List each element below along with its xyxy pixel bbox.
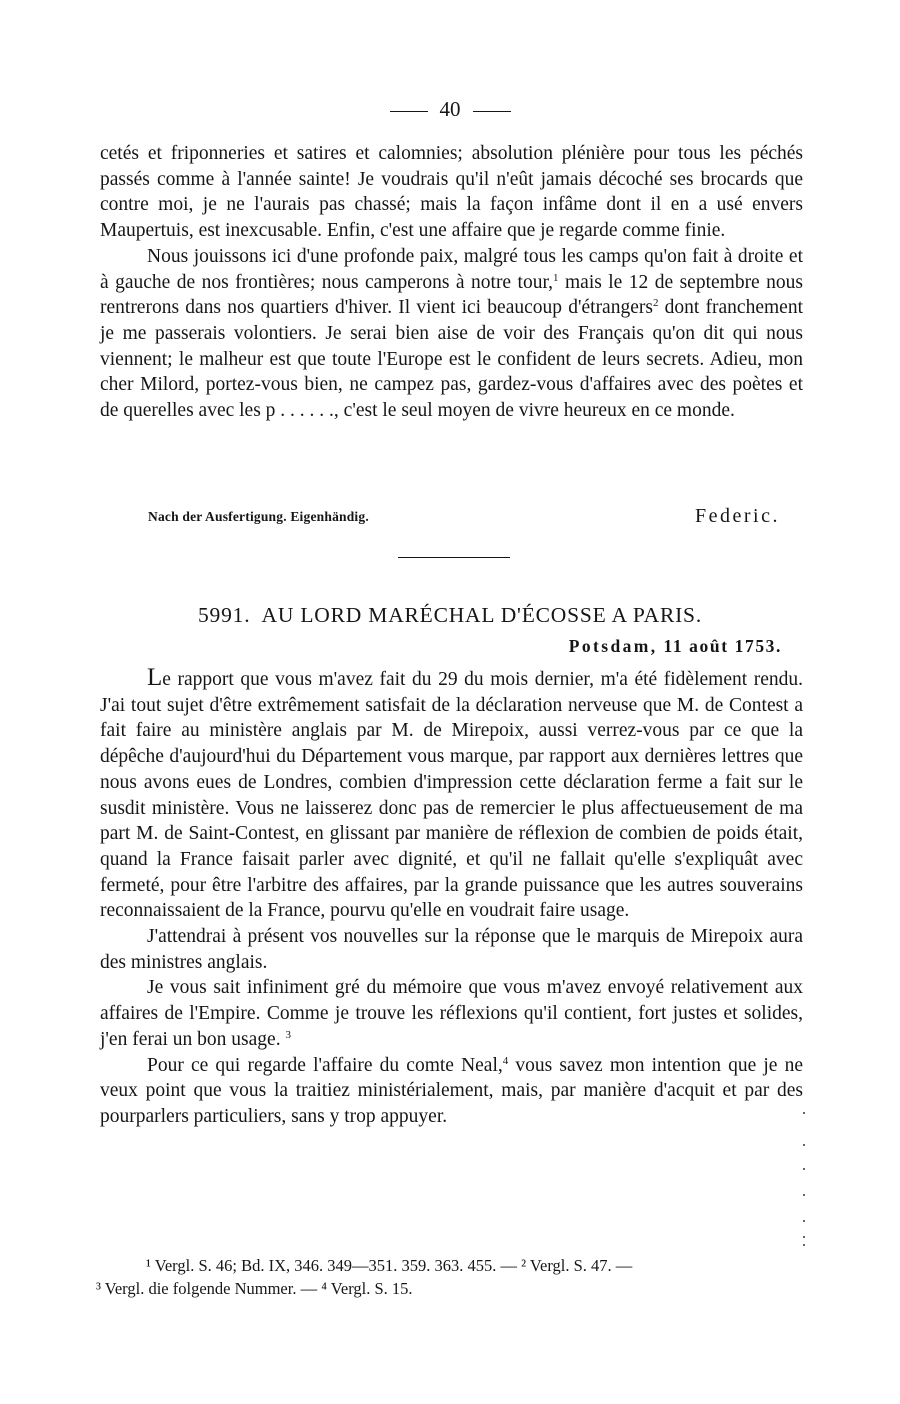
letter-heading <box>0 600 900 630</box>
paragraph-text: Pour ce qui regarde l'affaire du comte Neal, <box>147 1054 503 1076</box>
dateline <box>569 636 782 657</box>
footnote-marker: 3 <box>285 1028 291 1041</box>
dateline-date: 11 août 1753. <box>663 636 782 656</box>
paragraph <box>100 1053 803 1130</box>
new-letter-body <box>100 665 803 1130</box>
folio-dash-left <box>390 111 428 112</box>
source-note: Nach der Ausfertigung. Eigenhändig. <box>148 509 369 524</box>
paragraph <box>100 975 803 1052</box>
letter-title: AU LORD MARÉCHAL D'ÉCOSSE A PARIS. <box>261 603 702 627</box>
speck <box>803 1168 805 1170</box>
paragraph <box>100 244 803 424</box>
paragraph-text: Je vous sait infiniment gré du mémoire que vous m'avez envoyé relativement aux affaires de l'Empire. Comme je trouve les réflexions qu'il contient, fort justes et solides, j'en ferai un bon usage. <box>100 977 803 1050</box>
speck <box>803 1220 805 1222</box>
speck <box>803 1244 805 1246</box>
paragraph <box>100 665 803 924</box>
footnote-marker: 4 <box>502 1054 509 1067</box>
speck <box>803 1194 805 1196</box>
dateline-place: Potsdam, <box>568 636 658 656</box>
paragraph-text: Nous jouissons ici d'une profonde paix, malgré tous les camps qu'on fait à droite et à gauche de nos frontières; nous camperons à notre tour, <box>100 245 803 293</box>
paragraph: J'attendrai à présent vos nouvelles sur la réponse que le marquis de Mirepoix aura des ministres anglais. <box>100 926 803 973</box>
speck <box>803 1144 805 1146</box>
speck <box>803 1236 805 1238</box>
speck <box>803 1112 805 1114</box>
page-header <box>0 94 900 124</box>
signature: Federic. <box>695 505 780 527</box>
paragraph-text: e rapport que vous m'avez fait du 29 du mois dernier, m'a été fidèlement rendu. J'ai tout sujet d'être extrêmement satisfait de la déclaration nerveuse que M. de Contest a fait faire au ministère anglais par M. de Mirepoix, aussi verrez-vous par ce que la dépêche d'aujourd'hui du Département vous marque, par rapport aux dernières lettres que nous avons eues de Londres, combien d'impression cette déclaration ferme a fait sur le susdit ministère. Vous ne laisserez donc pas de remercier le plus affectueusement de ma part M. de Saint-Contest, en glissant par manière de réflexion de combien de poids était, quand la France faisait parler avec dignité, et qu'il ne fallait qu'elle s'expliquât avec fermeté, pour être l'arbitre des affaires, par la grande puissance que les autres souverains reconnaissaient de la France, pourvu qu'elle en voudrait faire usage. <box>100 669 803 922</box>
closing-row <box>148 505 788 535</box>
continued-letter-body <box>100 141 803 424</box>
footnote-line: ³ Vergl. die folgende Nummer. — ⁴ Vergl. S. 15. <box>96 1279 413 1298</box>
footnote-marker: 1 <box>553 271 559 284</box>
paragraph-text: mais le 12 de septembre nous rentrerons dans nos quartiers d'hiver. Il vient ici beaucoup d'étrangers <box>100 271 804 319</box>
paragraph-text: dont franchement je me passerais volontiers. Je serai bien aise de voir des Français qu'on dit qui nous viennent; le malheur est que toute l'Europe est le confident de leurs secrets. Adieu, mon cher Milord, portez-vous bien, ne campez pas, gardez-vous d'affaires avec des poètes et de querelles avec les p . . . . . ., c'est le seul moyen de vivre heureux en ce monde. <box>100 297 803 422</box>
footnote-marker: 2 <box>652 297 659 310</box>
section-divider <box>398 557 510 558</box>
footnote-line: ¹ Vergl. S. 46; Bd. IX, 346. 349—351. 359. 363. 455. — ² Vergl. S. 47. — <box>146 1256 633 1275</box>
initial-letter: L <box>147 664 163 691</box>
page-number: 40 <box>439 97 461 121</box>
folio-dash-right <box>473 111 511 112</box>
letter-number: 5991. <box>198 603 251 627</box>
footnotes <box>96 1254 806 1300</box>
paragraph: cetés et friponneries et satires et calomnies; absolution plénière pour tous les péchés passés comme à l'année sainte! Je voudrais qu'il n'eût jamais décoché ses brocards que contre moi, je ne l'aurais pas chassé; mais la façon infâme dont il en a usé envers Maupertuis, est inexcusable. Enfin, c'est une affaire que je regarde comme finie. <box>100 143 803 242</box>
paragraph-text: vous savez mon intention que je ne veux point que vous la traitiez ministérialement, mais, par manière d'acquit et par des pourparlers particuliers, sans y trop appuyer. <box>100 1054 803 1127</box>
